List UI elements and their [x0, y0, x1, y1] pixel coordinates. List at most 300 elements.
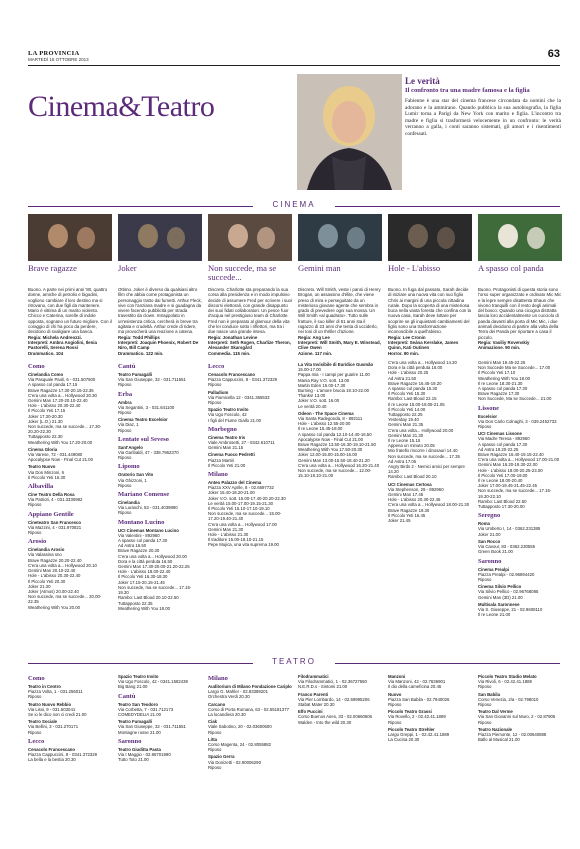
showtime-line: Joker 17.00-19.45-21.45-22.45 [478, 483, 538, 489]
showtime-line: C'era una volta a... Hollywood 18.00-21.30 [388, 502, 470, 508]
venue-name: Teatro Fumagalli [118, 372, 153, 377]
film-still-image [298, 214, 382, 261]
showtime-line: Gemini Man 21.15 [208, 445, 244, 451]
venue-name: Roma [478, 521, 490, 527]
showtime-line: Rambo: Last Blood 20.10-22.50 [118, 595, 179, 601]
showtime-line: Riposo [208, 747, 222, 753]
showtime-line: Il re Leone 15.00-18.05-21.05 [388, 401, 445, 407]
film-synopsis-text: Buono. A parte nei primi anni '80, quattro donne, amiche di petrolio e bigodini, vogliono cambiare il loro destino ma si ritrovano, con due figli da mantenere. Mario è vittima di un marito violento. Chicco e Caterina, sorelle di indole opposta, sognano un futuro migliore. Con il coraggio di chi ha poco da perdere, decidono di svaligiare una banca. [28, 287, 112, 335]
showtime-line: Weathering With You 18.00 [478, 375, 530, 381]
showtime-line: Piazza San Babila - 02.7940026 [388, 696, 450, 702]
showtime-line: Via San Giovanni sul Muro, 2 - 02.87905 [478, 714, 556, 720]
showtime-line: Ballo al Musical 21.00 [478, 737, 520, 743]
showtime-line: Hole - L'abisso 20.30-22.40 [28, 573, 81, 579]
venue-name: Nuovo [388, 691, 402, 697]
showtime-line: Ad Astra 16.50 [118, 543, 147, 549]
film-synopsis-text: Discreto. Will Smith, veste i panni di Henry Brogan, un assassino d'élite, che viene preso di mira e perseguitato da un misterioso giovane agente che sembra in grado di prevedere ogni sua mossa. Un Will Smith «al quadrato». Tutto sulle fratture, il suo killer di 51 anni sta il ragazzo di 23 anni che tenta di ucciderlo, nei toni di un thriller d'azione. [298, 287, 381, 335]
showtime-line: Weathering With You 18.00 [118, 605, 170, 611]
venue-name: Cinema Gloria [28, 446, 58, 452]
showtime-line: Non succede, ma se succede... 20.00-22.35 [28, 594, 102, 605]
showtime-line: Ad Astra 17.05 [388, 458, 417, 464]
showtime-line: Joker 15.40-18.20-21.00 [208, 490, 255, 496]
showtime-line: Via Cavour, 83 - 0362.230555 [478, 544, 536, 550]
showtime-line: Riposo [478, 719, 492, 725]
showtime-line: Corso di Porta Romana, 63 - 02.55181377 [208, 706, 289, 712]
showtime-line: Green Book 21.00 [478, 549, 513, 555]
showtime-line: Via San Giuseppe, 32 - 031.711551 [118, 724, 186, 730]
venue-name: Multisala Saronnese [478, 601, 520, 607]
showtime-line: Non succede, ma se succede... 15.00-17.20-19.40-21.40 [208, 511, 282, 522]
showtime-line: Non succede, ma se succede... 17.15-19.30-22.10 [478, 488, 552, 499]
showtime-line: Il Piccolo Yeti 15.30 [388, 391, 426, 397]
showtime-line: Gemini Man 17.45 [388, 492, 424, 498]
city-heading: Milano [208, 471, 228, 479]
showtime-line: Riposo [208, 382, 222, 388]
film-synopsis-text: Ottimo. Joker è diverso da qualsiasi altro film che abbia come protagonista un personaggio tratto dai fumetti. Arthur Fleck, vive con l'anziana madre e si guadagna da vivere facendo pubblicità per strada travestito da clown. Intrappolato in un'esistenza critica, cercherà in breve tra agitata e crudeltà. Arthur crede di ridere, ma provocherà una reazione a catena. [118, 287, 202, 335]
venue-name: Piccolo Teatro Studio Melato [478, 674, 537, 679]
film-title: Joker [118, 263, 137, 273]
showtime-line: Riposo [28, 729, 42, 735]
film-synopsis-text: Buono. In fuga dal passato, Sarah decide di iniziare una nuova vita con suo figlio Chris ai margini di una piccola cittadina rurale. Dopo la scoperta di una misteriosa buca nella vasta foresta che confina con la nuova casa, Sarah deve lottare per scoprire se gli inquietanti cambiamenti del figlio sono una trasformazione inconoscibile a quell'abisso. [388, 287, 471, 335]
showtime-line: Thanks! 13.00 [298, 393, 326, 399]
showtime-line: Via Luraschi, 53 - 031.4039890 [118, 505, 178, 511]
showtime-line: Weathering With You 20.00 [28, 604, 80, 610]
showtime-line: A spasso col panda 17.15 [28, 382, 78, 388]
venue-name: Teatro San Teodoro [118, 701, 158, 707]
listing-column [478, 360, 562, 617]
showtime-line: La bella e la bestia 20.30 [28, 757, 76, 763]
showtime-line: Riposo [478, 424, 492, 430]
showtime-line: Hole - L'abisso 20.25 [388, 370, 429, 376]
paper-date: MARTEDÌ 15 OTTOBRE 2013 [28, 57, 89, 62]
city-heading: Saronno [118, 737, 142, 745]
showtime-line: Il dio della carneficina 20.45 [388, 684, 442, 690]
showtime-line: Via Manzoni, 42 - 02.7636901 [388, 679, 446, 685]
showtime-line: Via Ghizzoni, 1 [118, 477, 147, 483]
showtime-line: Gemini Man 17.20-20.10-22.40 [28, 398, 88, 404]
showtime-line: Brave Ragazze 13.50-16.30-19.10-21.50 [298, 442, 376, 448]
showtime-line: Brave Ragazze 19.30 [388, 507, 430, 513]
teatro-section-label: TEATRO [28, 657, 560, 669]
venue-name: Cinema Fuoco Pedretti [208, 452, 255, 458]
showtime-line: Il Piccolo Yeti 16.45 [388, 512, 426, 518]
city-heading: Seregno [478, 512, 501, 520]
city-heading: Milano [208, 675, 228, 682]
venue-name: UCI Cinemas Lissone [478, 431, 522, 437]
showtime-line: Hole - L'abisso 18.00-22.40 [118, 569, 171, 575]
city-heading: Como [28, 363, 45, 370]
showtime-line: Piazza XXV Aprile, 8 - 02.6597732 [208, 485, 274, 491]
showtime-line: Montagne russe 21.00 [118, 729, 161, 735]
showtime-line: Riposo [28, 694, 42, 700]
showtime-line: Joker 21.30 [28, 583, 51, 589]
city-heading: Lentate sul Seveso [118, 435, 169, 443]
venue-name: Ambra [118, 399, 132, 405]
film-title: A spasso col panda [478, 263, 544, 273]
showtime-line: Gemini Man 19.45-22.25 [478, 360, 526, 365]
showtime-line: Brave Ragazze 17.30-20.15-22.35 [28, 387, 94, 393]
film-still-image [388, 214, 472, 261]
showtime-line: Non Succede Ma se Succede... 17.00 [478, 365, 551, 371]
film-synopsis [28, 287, 112, 356]
venue-name: Piccolo Teatro Strehler [388, 726, 435, 732]
venue-name: Cine Teatro Della Rosa [28, 492, 75, 498]
showtime-line: Via Ugo Foscolo, 42 - 0341.1582439 [118, 679, 188, 685]
showtime-line: Via Santa Radegonda, 8 - 892111 [298, 416, 363, 422]
showtime-line: Il Piccolo Yeti 17.10 [478, 370, 516, 376]
showtime-line: Tuttapposto 22.30 [28, 434, 63, 440]
city-heading: Lecco [208, 363, 225, 370]
venue-name: Teatro Fumagalli [118, 719, 153, 725]
showtime-line: Le verità 15.00-17.00-19.15-21.30 [208, 500, 273, 506]
showtime-line: Via Bellini, 3 - 031.270171 [28, 724, 79, 730]
venue-name: Carcano [208, 701, 226, 707]
showtime-line: Se io le dico non ci credi 21.00 [28, 712, 87, 718]
showtime-line: Yesterday 19.40 [388, 417, 419, 423]
film-credit: Drammatico. 122 min. [118, 350, 164, 356]
showtime-line: Il re Leone 15.15 [388, 438, 421, 444]
showtime-line: Pepe Mujica, una vita suprema 19.00 [208, 542, 279, 548]
showtime-line: Gemini Man 21.30 [208, 526, 244, 532]
showtime-line: Piazza Cappuccini, 8 - 0341.372329 [28, 752, 98, 758]
section-title: Cinema&Teatro [28, 90, 215, 123]
film-credit: Animazione. 90 min. [478, 345, 521, 351]
showtime-line: Riposo [388, 719, 402, 725]
showtime-line: Gemini Man 17.30-20.00-21.20-22.25 [118, 564, 190, 570]
showtime-line: Il Piccolo Yeti 15.10-17.10-19.10 [208, 506, 270, 512]
city-heading: Saronno [478, 557, 502, 565]
city-heading: Como [28, 675, 45, 682]
showtime-line: C'era una volta a... Hollywood 17.00-21.00 [478, 457, 560, 463]
showtime-line: Via Umberto I, 14 - 0362.231385 [478, 526, 541, 532]
film-synopsis-text: Buono. Protagonisti di questa storia sono l'orso super organizzato e ordinato Mic Mic e la lepre sempre disattenta Shaun che vivono tranquilli con il resto degli animali del bosco. Quando una cicogna distratta lascia loro accidentalmente un cucciolo di panda davanti alla porta di Mic Mic, i due animali decidono di partire alla volta della Terra dei Panda per riportare a casa il piccolo. [478, 287, 562, 340]
showtime-line: Il Piccolo Yeti 17.00-19.00 [478, 472, 528, 478]
showtime-line: Gemini Man 13.00-15.50-18.40-21.20 [298, 457, 370, 463]
film-credit: Commedia. 115 min. [208, 350, 251, 356]
showtime-line: N.E.R.D.s - Sintomi 21.00 [298, 684, 348, 690]
showtime-line: La Cucina 20.30 [388, 737, 420, 743]
showtime-line: Le verità 20.40 [298, 403, 327, 409]
film-synopsis [208, 287, 292, 356]
showtime-line: Il re Leone 21.00 [478, 612, 511, 618]
showtime-line: Riposo [478, 702, 492, 708]
film-credit: Regia: Ang Lee [298, 334, 330, 340]
showtime-line: A spasso col panda 12.10-14.40-16.50 [298, 431, 372, 437]
showtime-line: Via Stephenson, 29 - 892960 [388, 486, 444, 492]
showtime-line: Brave Ragazze 20.20-22.40 [28, 557, 82, 563]
listing-column [478, 672, 562, 742]
masthead [28, 50, 560, 64]
film-synopsis [298, 287, 382, 356]
venue-name: Litta [208, 736, 218, 742]
venue-name: Cinema Silvio Pellico [478, 584, 522, 590]
venue-name: Teatro Dal Verme [478, 709, 513, 715]
listing-column [28, 672, 112, 762]
showtime-line: Tuttapposto 22.35 [118, 600, 153, 606]
showtime-line: Gemini Man 16.20-19.30-22.00 [478, 462, 538, 468]
showtime-line: Brave Ragazze 20.30 [118, 548, 160, 554]
showtime-line: Il Piccolo Yeti 20.30 [28, 578, 66, 584]
city-heading: Morbegno [208, 425, 237, 433]
showtime-line: Mania Ray V.O. sott. 13.00 [298, 377, 350, 383]
showtime-line: Ad Astra 18.20-22.25 [478, 446, 519, 452]
showtime-line: Brave Ragazze 16.45-19.20 [388, 380, 442, 386]
showtime-line: Joker 21.00 [478, 531, 501, 537]
venue-name: Cinema Teatro Iris [208, 434, 246, 440]
film-title: Brave ragazze [28, 263, 77, 273]
masthead-rule [28, 65, 560, 66]
showtime-line: Il Piccolo Yeti 16.30-18.30 [118, 574, 168, 580]
venue-name: Franco Parenti [298, 691, 329, 697]
film-credit: Regia: Michela Andreozzi. [28, 334, 82, 340]
showtime-line: Hole - L'abisso 18.00-20.25-23.00 [478, 467, 543, 473]
showtime-line: Via Garibaldi, 47 - 338.7962370 [118, 450, 179, 456]
showtime-line: Stabat Mater 20.30 [298, 702, 335, 708]
city-heading: Albavilla [28, 483, 54, 491]
film-synopsis [388, 287, 472, 356]
film-credit: Azione. 117 min. [298, 350, 333, 356]
film-credit: Horror. 90 min. [388, 350, 419, 356]
venue-name: Sant'Angelo [118, 444, 143, 450]
film-review [388, 214, 472, 356]
showtime-line: Il Piccolo Yeti 17.15 [28, 408, 66, 414]
showtime-line: Riposo [388, 702, 402, 708]
showtime-line: Joker 17.30-20.30 [28, 413, 63, 419]
feature-headline: Il confronto tra una madre famosa e la figlia [405, 87, 530, 94]
venue-name: Teatro Nuovo Rebbio [28, 701, 72, 707]
venue-name: Cenacolo Francescano [28, 746, 76, 752]
showtime-line: Via Lissi, 9 - 031.503041 [28, 706, 76, 712]
listing-column [208, 360, 292, 548]
showtime-line: La locandiera 20.30 [208, 712, 246, 718]
showtime-line: Joker (Atmos) 20.00-22.40 [28, 588, 79, 594]
showtime-line: A spasso col panda 15.30 [388, 386, 438, 392]
showtime-line: Hole - L'abisso 12.55-20.00 [298, 421, 351, 427]
film-credit: Regia: Todd Phillips [118, 334, 160, 340]
film-still-image [118, 214, 202, 261]
feature-article [405, 76, 561, 138]
film-credit: Interpreti: Ambra Angiolini, Ilenia Pastorelli, Serena Rossi [28, 339, 97, 351]
showtime-line: Viale Sabotino, 20 - 02.03600600 [208, 724, 272, 730]
showtime-line: Tuttapposto 17.30-20.00 [478, 504, 525, 510]
showtime-line: C'era una volta a... Hollywood 14.20 [388, 360, 457, 365]
showtime-line: Il re Leone 15.45-18.00 [298, 426, 343, 432]
venue-name: Manzoni [388, 674, 406, 679]
showtime-line: A spasso col panda 17.30 [478, 386, 528, 392]
showtime-line: Weathering With You 17.50-20.30 [298, 447, 363, 453]
cinema-section-label: CINEMA [28, 200, 560, 212]
film-credit: Interpreti: Will Smith, Mary E. Winstead, Clive Owen [298, 339, 381, 351]
film-credit: Drammatico. 104 [28, 350, 64, 356]
showtime-line: Hole - L'abisso 20.30-22.45 [388, 497, 441, 503]
showtime-line: Via Fiumicella 12 - 0341.365533 [208, 394, 270, 400]
showtime-line: Weathering With You 17.20-20.00 [28, 439, 93, 445]
showtime-line: Piazza Cappuccini, 8 - 0341.372329 [208, 377, 278, 383]
venue-name: Spazio Teatro Invito [118, 674, 159, 679]
showtime-line: Riposo [478, 576, 492, 582]
city-heading: Erba [118, 390, 133, 398]
showtime-line: C'era una volta a... Hollywood 20.30 [28, 392, 97, 398]
film-credit: Regia: Jonathan Levine [208, 334, 258, 340]
showtime-line: Via Diaz, 1 [118, 422, 139, 428]
film-credit: Interpreti: Seána Kerslake, James Quinn, Kati Outinen [388, 339, 459, 351]
film-synopsis [118, 287, 202, 356]
showtime-line: Riposo [118, 510, 132, 516]
venue-name: Palladium [208, 389, 229, 395]
showtime-line: Via Mazzini, 4 - 031.970821 [28, 524, 82, 530]
showtime-line: Largo Greppi, 1 - 02.42.41.1889 [388, 732, 450, 738]
venue-name: UCI Cinemas Montano Lucino [118, 527, 179, 533]
showtime-line: Brave Ragazze 17.30 [478, 391, 520, 397]
showtime-line: C'era una volta... Hollywood 20.00 [388, 427, 454, 433]
venue-name: Cinelandia [118, 500, 140, 506]
venue-name: Cineteatro San Francesco [28, 519, 82, 525]
showtime-line: Via Rovello, 2 - 02.42.41.1889 [388, 714, 446, 720]
venue-name: Odeon - The Space Cinema [298, 410, 354, 416]
showtime-line: Viale Ambrosetti, 27 - 0342.610711 [208, 440, 275, 446]
showtime-line: Riposo [208, 764, 222, 770]
venue-name: Excelsior [478, 413, 498, 419]
showtime-line: Appena un minuto 20.05 [388, 443, 435, 449]
showtime-line: Joker 12.00-15.00-15.00-16.00 [298, 452, 358, 458]
film-review [118, 214, 202, 356]
showtime-line: Orchestra Verdi 20.30 [208, 694, 250, 700]
showtime-line: 15.00-17.00 [298, 367, 321, 373]
showtime-line: Corso Magenta, 24 - 02.8055882 [208, 742, 272, 748]
film-synopsis-text: Discreto. Charlotte sta preparando la sua corsa alla presidenza e in modo impulsivo decide di assumere Fred per scrivere i suoi discorsi elettorali, con grande disappunto dei suoi fidati collaboratori. Un pesce fuor d'acqua nel prestigioso team di Charlotte. Fred non è preparato al glamour della vita che lei conduce sotto i riflettori, ma tra i due nasce una grande intesa. [208, 287, 292, 335]
showtime-line: Il Piccolo Yeti 16.30 [28, 474, 66, 480]
showtime-line: C'era una volta a... Hollywood 17.00 [208, 521, 277, 527]
venue-name: San Rocco [478, 538, 501, 544]
city-heading: Montano Lucino [118, 518, 165, 526]
showtime-line: Non succede, ma se succede... 17.15-19.30 [118, 584, 192, 596]
venue-name: Cinelandia Arosio [28, 547, 65, 553]
venue-name: San Babila [478, 691, 500, 697]
showtime-line: C'era una volta a... Hollywood 20.10 [28, 562, 97, 568]
showtime-line: A spasso col panda 17.30 [478, 441, 528, 447]
venue-name: Cinelandia Como [28, 372, 64, 377]
venue-name: Cinema Prealpi [478, 566, 510, 572]
showtime-line: Il re Leone 18.30-21.30 [478, 380, 523, 386]
showtime-line: Gemini Man (3D) 21.00 [478, 594, 523, 600]
showtime-line: Il Piccolo Yeti 21.00 [208, 462, 246, 468]
showtime-line: Burning - L'amore brucia 19.10-22.00 [298, 388, 370, 394]
film-still-image [478, 214, 562, 261]
venue-name: La Vita Invisibile di Eurídice Gusmão [298, 362, 374, 367]
showtime-line: Largo G. Mahler - 02.83389201 [208, 689, 268, 695]
feature-body: Fabienne è una star del cinema francese circondata da uomini che la adorano e la ammirano. Quando pubblica la sua autobiografia, la figlia Lumir torna a Parigi da New York con marito e figlia. L'incontro tra madre e figlia si trasformerà velocemente in un confronto: le verità verranno a galla, i conti saranno sistemati, gli amori e i risentimenti confessati. [405, 98, 561, 137]
showtime-line: Il Piccolo Yeti 14.00 [388, 406, 426, 412]
showtime-line: Via S. Giuseppe, 21 - 02.9608110 [478, 606, 543, 612]
showtime-line: Via Valentini - 892960 [118, 532, 160, 538]
film-title: Hole - L'abisso [388, 263, 441, 273]
film-still-image [208, 214, 292, 261]
showtime-line: Piazza Piemonte, 12 - 02.00640888 [478, 732, 547, 738]
showtime-line: Via Segantini, 3 - 031.641100 [118, 404, 175, 410]
film-credit: Regia: Lee Cronin [388, 334, 426, 340]
showtime-line: Via Donizetti - 02.90006290 [208, 759, 261, 765]
city-heading: Cantù [118, 363, 136, 370]
showtime-line: Riposo [118, 382, 132, 388]
venue-name: Cenacolo Francescano [208, 372, 256, 377]
showtime-line: Riposo [28, 502, 42, 508]
showtime-line: Riposo [208, 729, 222, 735]
showtime-line: Riposo [118, 455, 132, 461]
listing-column [388, 672, 472, 742]
feature-kicker: Le verità [405, 76, 440, 86]
showtime-line: Gemini Man 21.35 [388, 422, 424, 428]
listing-column [208, 672, 292, 770]
showtime-line: Piazza Martiri [208, 457, 235, 463]
paper-name: LA PROVINCIA [28, 50, 80, 57]
showtime-line: Rambo: Last Blood 22.50 [478, 498, 527, 504]
showtime-line: Tutto Toto 21.00 [118, 757, 149, 763]
city-heading: Mariano Comense [118, 491, 170, 499]
venue-name: Teatro Nuovo [28, 464, 56, 470]
film-review [28, 214, 112, 356]
showtime-line: Il re Leone 18.00-20.40 [478, 478, 523, 484]
listing-column [298, 672, 382, 725]
showtime-line: Riposo [118, 410, 132, 416]
city-heading: Lissone [478, 404, 499, 412]
showtime-line: Angry Birds 2 - Nemici amici per sempre 14.20 [388, 464, 465, 475]
showtime-line: Hole - L'abisso 20.30-22.40 [28, 403, 81, 409]
showtime-line: Gemini Man 21.30 [388, 432, 424, 438]
city-heading: Lipomo [118, 463, 140, 471]
showtime-line: Joker 21.45 [388, 518, 411, 524]
showtime-line: Big Bang 21.00 [118, 684, 148, 690]
showtime-line: Joker V.O. sott. 15.00-17.40-20.20-22.30 [208, 495, 286, 501]
listing-column [118, 360, 202, 611]
showtime-line: Via Ugo Foscolo, 42 [208, 412, 247, 418]
showtime-line: Via Pasquale Paoli, 6 - 031.507500 [28, 377, 96, 383]
venue-name: Teatro in Centro [28, 684, 61, 689]
showtime-line: Via Pier Lombardo, 14 - 02.59995206 [298, 696, 370, 702]
listing-column [388, 360, 472, 523]
showtime-line: Non Succede, Ma se Succede... 21.00 [478, 396, 552, 402]
showtime-line: Hole - L'abisso 21.30 [208, 532, 249, 538]
listing-column [118, 672, 202, 762]
showtime-line: Apocalypse Now - Final Cut 21.00 [298, 436, 363, 442]
venue-name: Filodrammatici [298, 674, 329, 679]
venue-name: Anteo Palazzo del Cinema [208, 480, 262, 486]
showtime-line: A spasso col panda 17.30 [118, 538, 168, 544]
showtime-line: Apocalypse Now - Final Cut 21.00 [28, 457, 93, 463]
showtime-line: I figli del Fiume Giallo 21.00 [208, 417, 262, 423]
film-still-image [28, 214, 112, 261]
listing-column [28, 360, 112, 610]
venue-name: Ciak [208, 719, 218, 725]
showtime-line: Joker (L.O.) 21.30 [28, 418, 63, 424]
page-number: 63 [547, 48, 560, 60]
showtime-line: Via Rivoli, 6 - 02.42.41.1889 [478, 679, 532, 685]
showtime-line: Riposo [478, 684, 492, 690]
showtime-line: Ad Astra 21.50 [388, 375, 417, 381]
city-heading: Arosio [28, 538, 47, 546]
venue-name: Teatro Sociale [28, 719, 58, 725]
showtime-line: Riposo [208, 400, 222, 406]
showtime-line: Piazza Prealpi - 02.96894420 [478, 571, 535, 577]
showtime-line: Via Valassina sno [28, 552, 62, 558]
city-heading: Appiano Gentile [28, 510, 74, 518]
showtime-line: Via Silvio Pellico - 02.96768085 [478, 589, 539, 595]
showtime-line: C'era una volta a... Hollywood 20.00 [118, 553, 187, 559]
showtime-line: Via Varese, 72 - 031.449080 [28, 452, 83, 458]
showtime-line: Corso Buenos Aires, 33 - 02.00660606 [298, 714, 373, 720]
showtime-line: Martin Eden 15.00-17.30 [298, 382, 346, 388]
film-credit: Interpreti: Joaquin Phoenix, Robert De Niro, Bill Camp [118, 339, 199, 351]
showtime-line: Piazza Volta, 1 - 031.256011 [28, 689, 83, 695]
